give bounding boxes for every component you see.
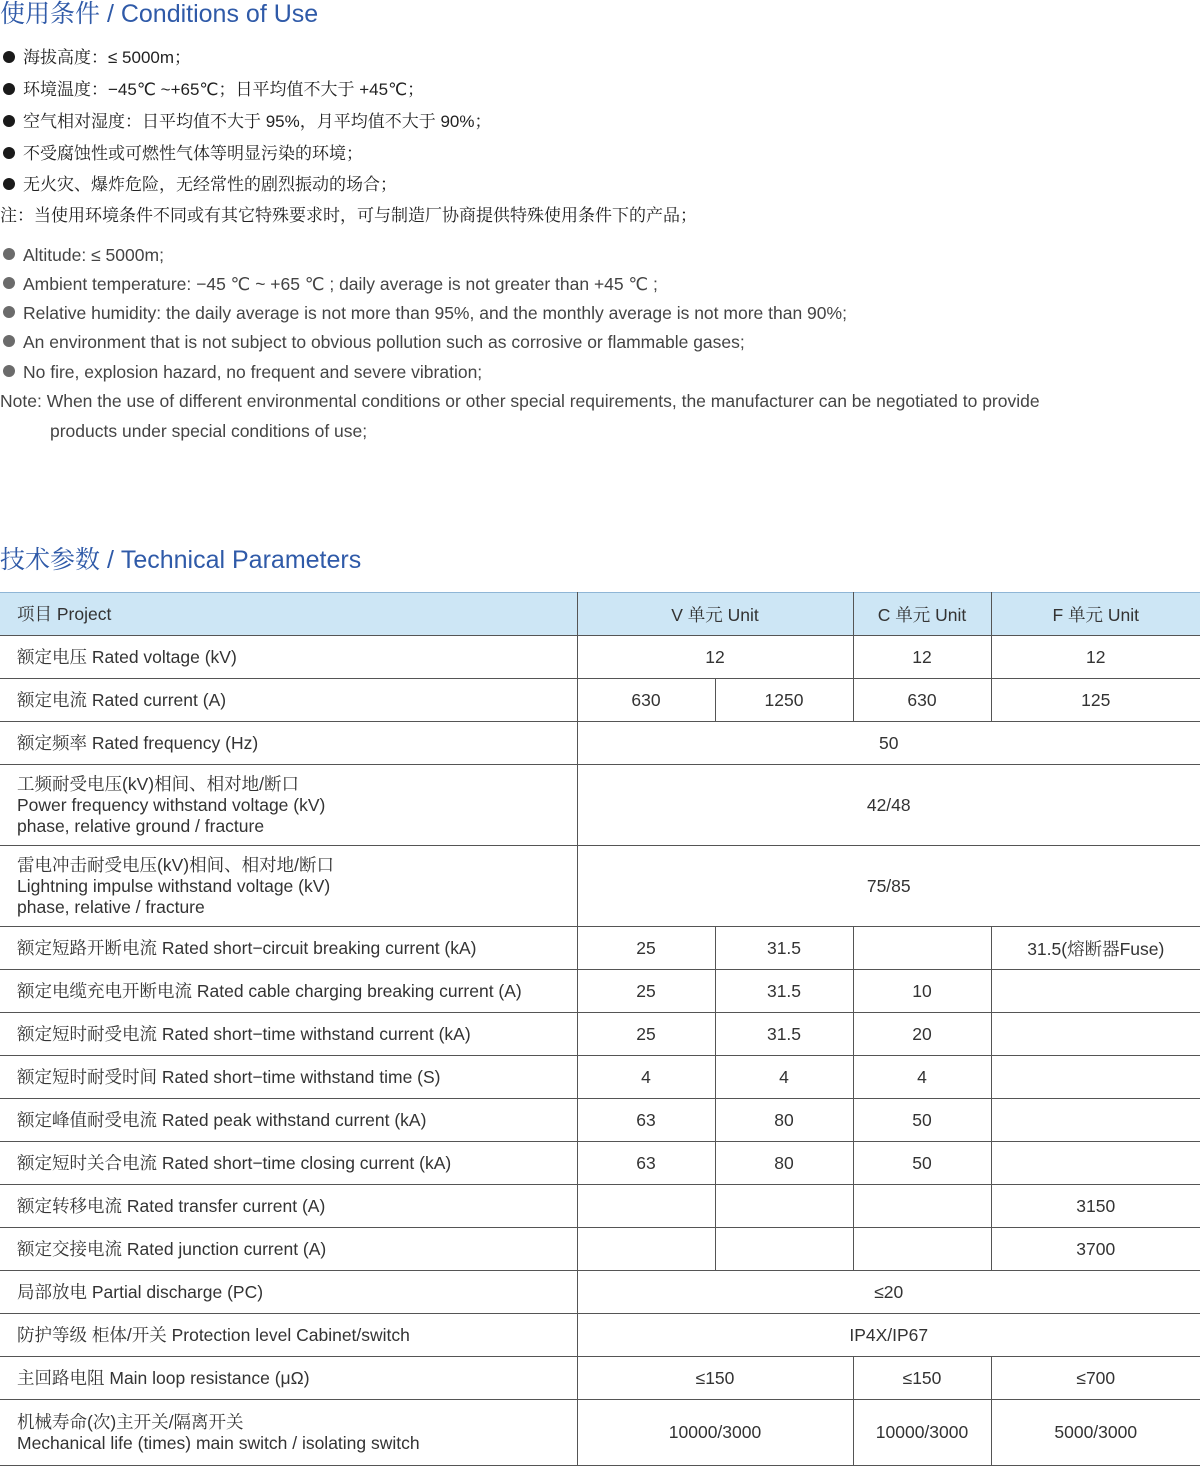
bullet-icon bbox=[3, 51, 15, 63]
row-label: 额定短路开断电流 Rated short−circuit breaking current (kA) bbox=[0, 927, 577, 970]
zh-note: 注：当使用环境条件不同或有其它特殊要求时，可与制造厂协商提供特殊使用条件下的产品； bbox=[0, 206, 697, 225]
table-row bbox=[0, 636, 1200, 679]
row-label: 额定短时耐受电流 Rated short−time withstand current (kA) bbox=[0, 1013, 577, 1056]
bullet-icon bbox=[3, 248, 15, 260]
table-header-row bbox=[0, 593, 1200, 636]
table-row bbox=[0, 1185, 1200, 1228]
cell-v1 bbox=[577, 1228, 715, 1271]
row-label-line: 机械寿命(次)主开关/隔离开关 bbox=[17, 1411, 244, 1432]
table-row bbox=[0, 679, 1200, 722]
bullet-icon bbox=[3, 365, 15, 377]
row-label: 主回路电阻 Main loop resistance (μΩ) bbox=[0, 1357, 577, 1400]
table-row bbox=[0, 1228, 1200, 1271]
table-row bbox=[0, 1013, 1200, 1056]
cell-c bbox=[853, 1228, 991, 1271]
row-label: 额定电缆充电开断电流 Rated cable charging breaking current (A) bbox=[0, 970, 577, 1013]
table-row bbox=[0, 1142, 1200, 1185]
bullet-icon bbox=[3, 115, 15, 127]
bullet-icon bbox=[3, 178, 15, 190]
cell-v2: 31.5 bbox=[715, 1013, 853, 1056]
header-c-unit: C 单元 Unit bbox=[853, 593, 991, 636]
cell-f: 12 bbox=[991, 636, 1200, 679]
row-label bbox=[0, 1400, 577, 1466]
list-item: Relative humidity: the daily average is not more than 95%, and the monthly average is not more than 90%; bbox=[0, 302, 847, 324]
cell-c bbox=[853, 927, 991, 970]
technical-title: 技术参数 / Technical Parameters bbox=[0, 546, 362, 574]
cell-c: 10000/3000 bbox=[853, 1400, 991, 1466]
table-row bbox=[0, 927, 1200, 970]
bullet-icon bbox=[3, 335, 15, 347]
row-label: 额定峰值耐受电流 Rated peak withstand current (kA) bbox=[0, 1099, 577, 1142]
cell-f: 125 bbox=[991, 679, 1200, 722]
cell-v1 bbox=[577, 1185, 715, 1228]
cell-f: 3700 bbox=[991, 1228, 1200, 1271]
cell-v2: 31.5 bbox=[715, 970, 853, 1013]
row-label-line: Mechanical life (times) main switch / isolating switch bbox=[17, 1432, 420, 1453]
list-item: 环境温度：−45℃ ~+65℃；日平均值不大于 +45℃； bbox=[0, 79, 424, 101]
row-label: 额定频率 Rated frequency (Hz) bbox=[0, 722, 577, 765]
cell-c: 50 bbox=[853, 1099, 991, 1142]
cell-f bbox=[991, 1099, 1200, 1142]
header-v-unit: V 单元 Unit bbox=[577, 593, 853, 636]
cell-c: 10 bbox=[853, 970, 991, 1013]
cell-v1: 25 bbox=[577, 1013, 715, 1056]
en-note: Note: When the use of different environmental conditions or other special requirements, the manufacturer can be negotiated to provide bbox=[0, 391, 1040, 411]
cell-all: IP4X/IP67 bbox=[577, 1314, 1200, 1357]
list-item: 空气相对湿度：日平均值不大于 95%，月平均值不大于 90%； bbox=[0, 111, 492, 133]
list-item: No fire, explosion hazard, no frequent and severe vibration; bbox=[0, 361, 482, 383]
row-label: 局部放电 Partial discharge (PC) bbox=[0, 1271, 577, 1314]
list-item: 无火灾、爆炸危险，无经常性的剧烈振动的场合； bbox=[0, 174, 397, 196]
list-item: Ambient temperature: −45 ℃ ~ +65 ℃ ; daily average is not greater than +45 ℃ ; bbox=[0, 273, 658, 295]
cell-v2: 4 bbox=[715, 1056, 853, 1099]
cell-v2: 80 bbox=[715, 1099, 853, 1142]
row-label-line: 工频耐受电压(kV)相间、相对地/断口 bbox=[17, 773, 299, 794]
bullet-icon bbox=[3, 83, 15, 95]
bullet-icon bbox=[3, 306, 15, 318]
row-label bbox=[0, 765, 577, 846]
header-f-unit: F 单元 Unit bbox=[991, 593, 1200, 636]
cell-v1: 63 bbox=[577, 1099, 715, 1142]
cell-v: ≤150 bbox=[577, 1357, 853, 1400]
cell-v: 12 bbox=[577, 636, 853, 679]
table-row bbox=[0, 1056, 1200, 1099]
row-label: 防护等级 柜体/开关 Protection level Cabinet/switch bbox=[0, 1314, 577, 1357]
row-label bbox=[0, 846, 577, 927]
row-label: 额定电流 Rated current (A) bbox=[0, 679, 577, 722]
cell-f: 5000/3000 bbox=[991, 1400, 1200, 1466]
cell-v1: 25 bbox=[577, 970, 715, 1013]
cell-f bbox=[991, 1013, 1200, 1056]
cell-all: 75/85 bbox=[577, 846, 1200, 927]
cell-v: 10000/3000 bbox=[577, 1400, 853, 1466]
cell-c: 20 bbox=[853, 1013, 991, 1056]
row-label-line: phase, relative ground / fracture bbox=[17, 815, 265, 836]
parameters-table bbox=[0, 592, 1200, 1466]
row-label: 额定转移电流 Rated transfer current (A) bbox=[0, 1185, 577, 1228]
cell-c: 50 bbox=[853, 1142, 991, 1185]
cell-v1: 4 bbox=[577, 1056, 715, 1099]
cell-all: ≤20 bbox=[577, 1271, 1200, 1314]
list-item: An environment that is not subject to obvious pollution such as corrosive or flammable gases; bbox=[0, 331, 745, 353]
cell-c bbox=[853, 1185, 991, 1228]
table-row bbox=[0, 765, 1200, 846]
list-item: 不受腐蚀性或可燃性气体等明显污染的环境； bbox=[0, 143, 363, 165]
table-row bbox=[0, 1400, 1200, 1466]
cell-v2 bbox=[715, 1228, 853, 1271]
table-row bbox=[0, 1357, 1200, 1400]
cell-f: 31.5(熔断器Fuse) bbox=[991, 927, 1200, 970]
en-note-continued: products under special conditions of use; bbox=[50, 421, 368, 441]
row-label-line: Power frequency withstand voltage (kV) bbox=[17, 794, 326, 815]
table-row bbox=[0, 722, 1200, 765]
cell-c: 4 bbox=[853, 1056, 991, 1099]
row-label: 额定短时耐受时间 Rated short−time withstand time (S) bbox=[0, 1056, 577, 1099]
cell-c: 12 bbox=[853, 636, 991, 679]
table-row bbox=[0, 970, 1200, 1013]
cell-c: 630 bbox=[853, 679, 991, 722]
cell-v2: 1250 bbox=[715, 679, 853, 722]
cell-f bbox=[991, 970, 1200, 1013]
cell-v2 bbox=[715, 1185, 853, 1228]
row-label-line: 雷电冲击耐受电压(kV)相间、相对地/断口 bbox=[17, 854, 334, 875]
list-item: 海拔高度：≤ 5000m； bbox=[0, 47, 191, 69]
cell-v2: 31.5 bbox=[715, 927, 853, 970]
cell-c: ≤150 bbox=[853, 1357, 991, 1400]
conditions-title: 使用条件 / Conditions of Use bbox=[0, 0, 319, 28]
row-label-line: phase, relative / fracture bbox=[17, 896, 205, 917]
cell-v1: 63 bbox=[577, 1142, 715, 1185]
row-label: 额定短时关合电流 Rated short−time closing current (kA) bbox=[0, 1142, 577, 1185]
table-row bbox=[0, 1271, 1200, 1314]
list-item: Altitude: ≤ 5000m; bbox=[0, 244, 164, 266]
row-label: 额定交接电流 Rated junction current (A) bbox=[0, 1228, 577, 1271]
cell-f bbox=[991, 1056, 1200, 1099]
table-row bbox=[0, 846, 1200, 927]
table-row bbox=[0, 1314, 1200, 1357]
cell-all: 50 bbox=[577, 722, 1200, 765]
bullet-icon bbox=[3, 277, 15, 289]
cell-f: 3150 bbox=[991, 1185, 1200, 1228]
cell-v2: 80 bbox=[715, 1142, 853, 1185]
header-project: 项目 Project bbox=[0, 593, 577, 636]
row-label-line: Lightning impulse withstand voltage (kV) bbox=[17, 875, 331, 896]
bullet-icon bbox=[3, 147, 15, 159]
cell-all: 42/48 bbox=[577, 765, 1200, 846]
cell-v1: 630 bbox=[577, 679, 715, 722]
cell-f: ≤700 bbox=[991, 1357, 1200, 1400]
cell-f bbox=[991, 1142, 1200, 1185]
row-label: 额定电压 Rated voltage (kV) bbox=[0, 636, 577, 679]
table-row bbox=[0, 1099, 1200, 1142]
cell-v1: 25 bbox=[577, 927, 715, 970]
